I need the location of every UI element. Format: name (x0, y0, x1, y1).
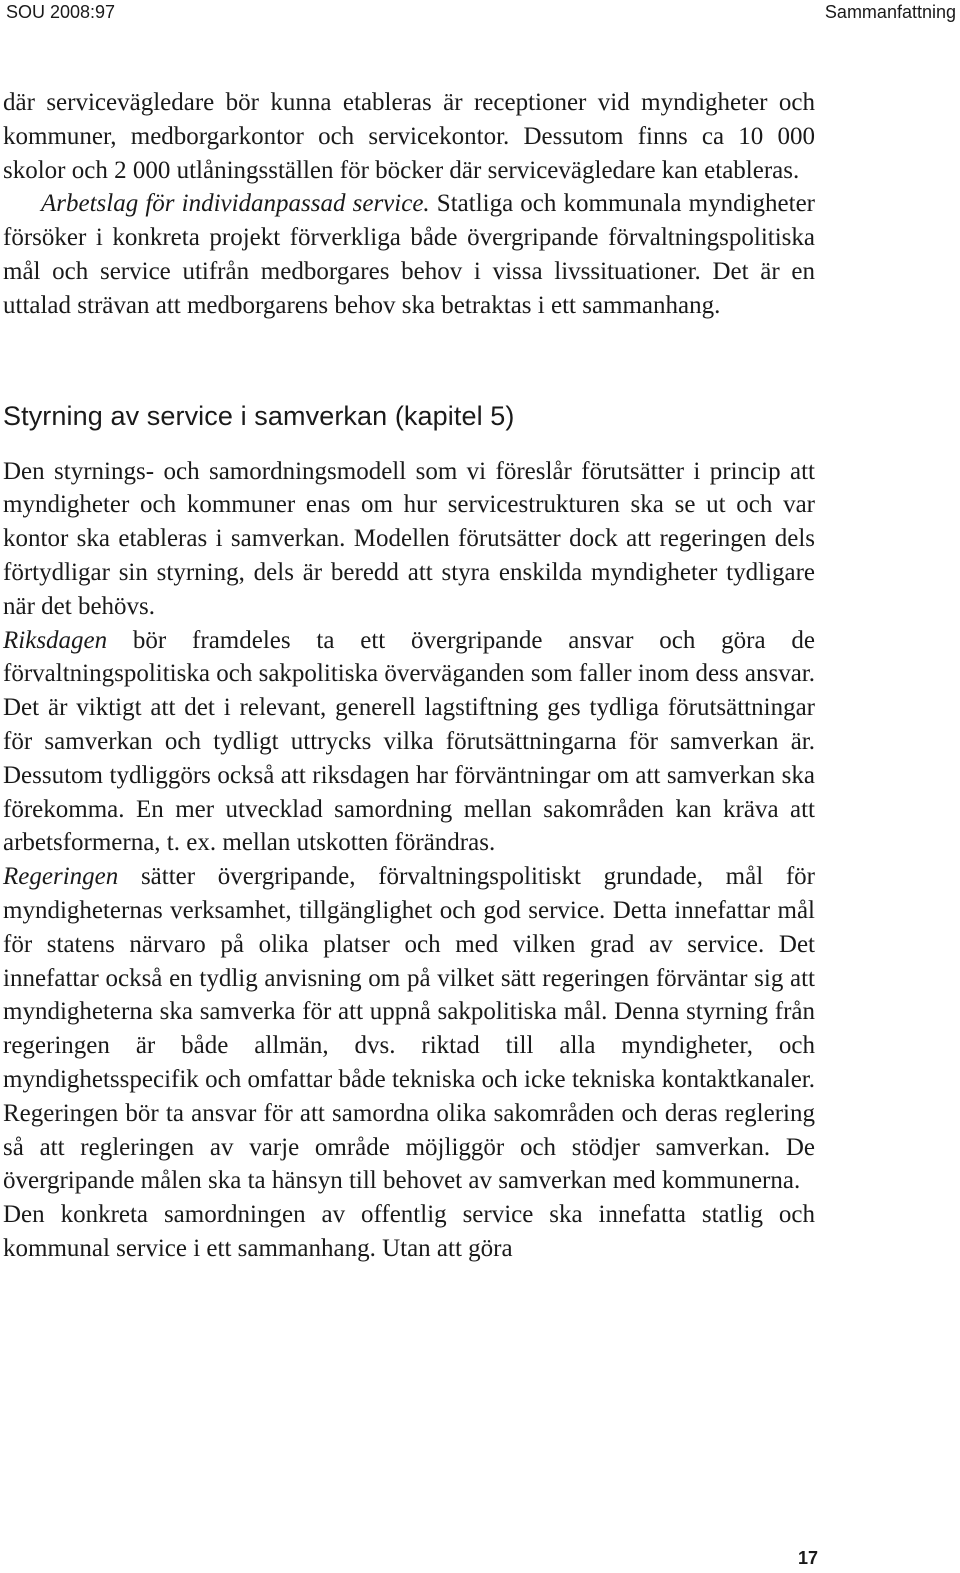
paragraph-text: sätter övergripande, förvaltningspolitiskt grundade, mål för myndigheternas verksamhet, tillgänglighet och god service. Detta innefattar mål för statens närvaro på olika platser och med vilken grad av service. Det innefattar också en tydlig anvisning om på vilket sätt regeringen förväntar sig att myndigheterna ska samverka för att uppnå sakpolitiska mål. Denna styrning från regeringen är både allmän, dvs. riktad till alla myndigheter, och myndighetsspecifik och omfattar både tekniska och icke tekniska kontaktkanaler. Regeringen bör ta ansvar för att samordna olika sakområden och deras reglering så att regleringen av varje område möjliggör och stödjer samverkan. De övergripande målen ska ta hänsyn till behovet av samverkan med kommunerna. (3, 863, 815, 1195)
paragraph-text: Statliga och kommunala myndigheter försöker i konkreta projekt förverkliga både övergripande förvaltningspolitiska mål och service utifrån medborgares behov i vissa livssituationer. Det är en uttalad strävan att medborgarens behov ska betraktas i ett sammanhang. (3, 190, 815, 319)
page-number: 17 (797, 1548, 818, 1568)
section-paragraph-1: Den styrnings- och samordningsmodell som vi föreslår förutsätter i princip att myndigheter och kommuner enas om hur servicestrukturen ska se ut och var kontor ska etableras i samverkan. Modellen förutsätter dock att regeringen dels förtydligar sin styrning, dels är beredd att styra enskilda myndigheter tydligare när det behövs. (3, 457, 815, 620)
chapter-title: Sammanfattning (824, 2, 956, 22)
paragraph-lead-regeringen: Regeringen (3, 863, 119, 891)
intro-paragraph-1: där servicevägledare bör kunna etableras är receptioner vid myndigheter och kommuner, medborgarkontor och servicekontor. Dessutom finns ca 10 000 skolor och 2 000 utlåningsställen för böcker där servicevägledare kan etableras. (3, 89, 815, 184)
paragraph-lead-arbetslag: Arbetslag för individanpassad service. (41, 190, 430, 218)
intro-paragraph-2 (3, 187, 815, 322)
document-reference: SOU 2008:97 (6, 2, 116, 22)
section-heading: Styrning av service i samverkan (kapitel 5) (3, 400, 515, 431)
section-paragraph-3 (3, 860, 815, 1198)
section-paragraph-4: Den konkreta samordningen av offentlig service ska innefatta statlig och kommunal service i ett sammanhang. Utan att göra (3, 1201, 815, 1262)
paragraph-text: bör framdeles ta ett övergripande ansvar och göra de förvaltningspolitiska och sakpolitiska överväganden som faller inom dess ansvar. Det är viktigt att det i relevant, generell lagstiftning ges tydliga förutsättningar för samverkan och tydligt uttrycks vilka förutsättningarna för samverkan är. Dessutom tydliggörs också att riksdagen har förväntningar om att samverkan ska förekomma. En mer utvecklad samordning mellan sakområden kan kräva att arbetsformerna, t. ex. mellan utskotten förändras. (3, 626, 815, 857)
section-paragraph-2 (3, 624, 815, 861)
paragraph-lead-riksdagen: Riksdagen (3, 626, 108, 654)
page-body (3, 86, 815, 1266)
running-header (6, 0, 956, 24)
